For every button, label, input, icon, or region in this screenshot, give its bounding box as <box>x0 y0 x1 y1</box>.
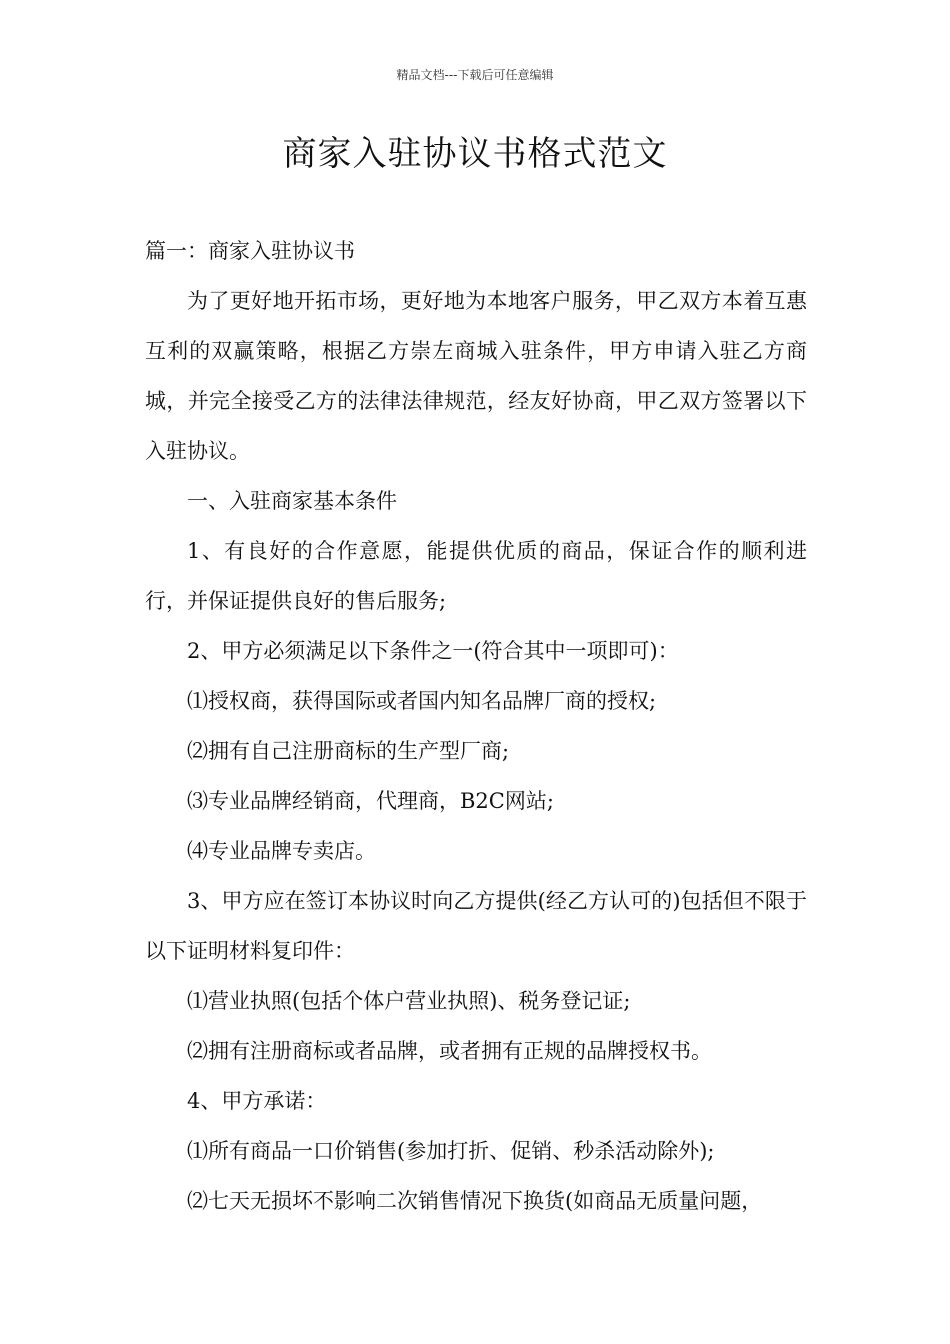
paragraph: ⑷专业品牌专卖店。 <box>187 839 376 863</box>
header-note: 精品文档---下载后可任意编辑 <box>396 68 554 82</box>
paragraph: ⑴授权商，获得国际或者国内知名品牌厂商的授权; <box>187 689 657 713</box>
paragraph: ⑵拥有自己注册商标的生产型厂商; <box>187 739 510 763</box>
document-title: 商家入驻协议书格式范文 <box>282 134 668 174</box>
paragraph: 1、有良好的合作意愿，能提供优质的商品，保证合作的顺利进行，并保证提供良好的售后服务; <box>145 539 807 613</box>
paragraph: 为了更好地开拓市场，更好地为本地客户服务，甲乙双方本着互惠互利的双赢策略，根据乙方崇左商城入驻条件，甲方申请入驻乙方商城，并完全接受乙方的法律法律规范，经友好协商，甲乙双方签署以下入驻协议。 <box>145 289 807 463</box>
paragraph: ⑵七天无损坏不影响二次销售情况下换货(如商品无质量问题， <box>187 1189 763 1213</box>
paragraph: 4、甲方承诺： <box>187 1089 327 1113</box>
paragraph: 3、甲方应在签订本协议时向乙方提供(经乙方认可的)包括但不限于以下证明材料复印件： <box>145 889 807 963</box>
paragraph: ⑶专业品牌经销商，代理商，B2C网站; <box>187 789 554 813</box>
paragraph: 2、甲方必须满足以下条件之一(符合其中一项即可)： <box>187 639 679 663</box>
paragraph: ⑵拥有注册商标或者品牌，或者拥有正规的品牌授权书。 <box>187 1039 712 1063</box>
document-body <box>145 226 807 1226</box>
section-heading: 篇一：商家入驻协议书 <box>145 239 355 263</box>
paragraph: 一、入驻商家基本条件 <box>187 489 397 513</box>
paragraph: ⑴营业执照(包括个体户营业执照)、税务登记证; <box>187 989 631 1013</box>
paragraph: ⑴所有商品一口价销售(参加打折、促销、秒杀活动除外); <box>187 1139 715 1163</box>
